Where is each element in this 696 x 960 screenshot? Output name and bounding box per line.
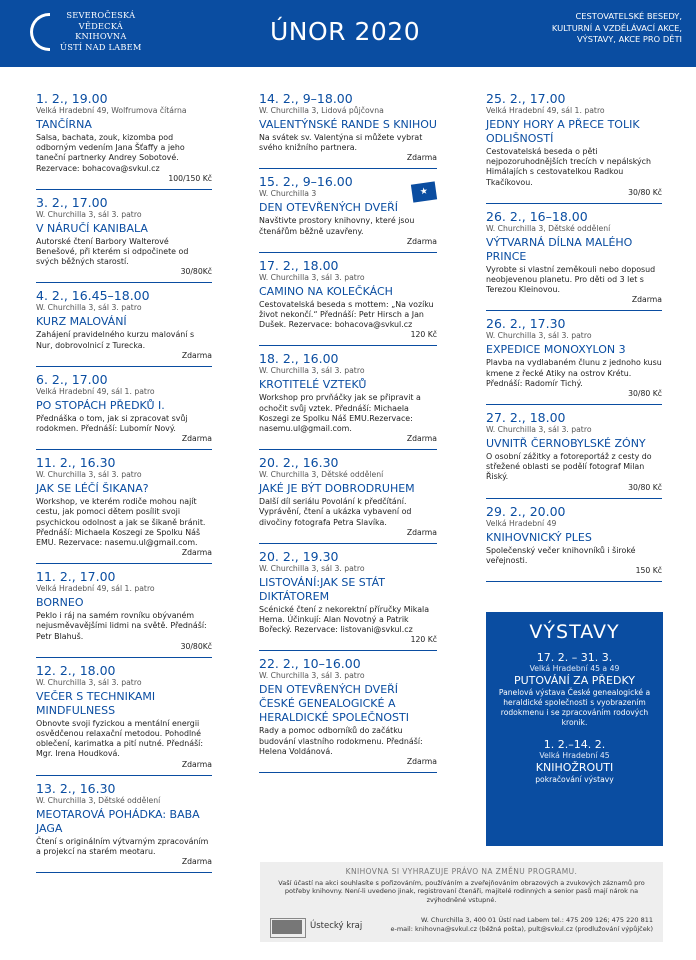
event-date: 22. 2., 10–16.00	[259, 656, 361, 672]
event-date: 20. 2., 19.30	[259, 548, 339, 564]
event-date: 12. 2., 18.00	[36, 662, 116, 678]
event-description: Salsa, bachata, zouk, kizomba pod odborným vedením Jana Šťaffy a jeho taneční partnerky Andrey Sobotové. Rezervace: bohacova@svkul.cz	[36, 133, 185, 173]
logo-line: SEVEROČESKÁ	[66, 10, 136, 20]
event-place: W. Churchilla 3, sál 3. patro	[259, 671, 365, 681]
tagline-line: KULTURNÍ A VZDĚLÁVACÍ AKCE,	[551, 22, 682, 33]
event-description: Na svátek sv. Valentýna si můžete vybrat svého knižního partnera.	[259, 133, 423, 153]
event-date: 18. 2., 16.00	[259, 351, 339, 367]
page-header	[0, 0, 696, 67]
tagline-line: CESTOVATELSKÉ BESEDY,	[575, 11, 682, 21]
event-item	[36, 92, 212, 190]
event-place: W. Churchilla 3, sál 3. patro	[486, 331, 592, 341]
event-price: 150 Kč	[635, 566, 662, 576]
tagline-line: VÝSTAVY, AKCE PRO DĚTI	[576, 34, 682, 44]
event-description: Přednáška o tom, jak si zpracovat svůj rodokmen. Přednáší: Lubomír Nový.	[36, 413, 188, 434]
exhibition-place: Velká Hradební 45 a 49	[529, 664, 620, 673]
event-price: 30/80 Kč	[628, 187, 662, 197]
event-item	[259, 175, 437, 252]
event-item	[486, 210, 662, 312]
events-column-2	[259, 92, 437, 779]
exhibition-date: 17. 2. – 31. 3.	[536, 651, 613, 664]
event-item	[259, 259, 437, 347]
event-price: 100/150 Kč	[168, 173, 212, 183]
logo-line: KNIHOVNA	[75, 31, 127, 41]
event-item	[259, 657, 437, 773]
event-description: Plavba na vydlabaném člunu z jednoho kusu kmene z řecké Atiky na ostrov Krétu. Přednáší: Radomír Tichý.	[486, 358, 662, 388]
event-item	[259, 352, 437, 450]
region-name: Ústecký kraj	[310, 921, 363, 931]
contact-address: W. Churchilla 3, 400 01 Ústí nad Labem tel.: 475 209 126; 475 220 811	[421, 916, 653, 924]
event-item	[36, 570, 212, 658]
event-place: Velká Hradební 49, Wolfrumova čítárna	[36, 106, 187, 115]
event-place: Velká Hradební 49, sál 1. patro	[36, 584, 155, 594]
event-price: Zdarma	[181, 548, 212, 558]
exhibition-title: PUTOVÁNÍ ZA PŘEDKY	[514, 674, 635, 687]
event-item	[36, 782, 212, 873]
event-description: Workshop, ve kterém rodiče mohou najít cestu, jak pomoci dětem posílit svoji psychickou odolnost a jak se šikaně bránit. Přednáší: Michaela Koszegi ze Spolku Náš EMU. Rezervace: nasemu.ul@gmail.com.	[36, 497, 206, 548]
event-place: W. Churchilla 3, sál 3. patro	[36, 677, 142, 687]
event-title: KROTITELÉ VZTEKŮ	[259, 378, 367, 392]
event-date: 14. 2., 9–18.00	[259, 91, 353, 106]
event-item	[36, 289, 212, 366]
event-item	[259, 550, 437, 652]
event-description: Vyrobte si vlastní zeměkouli nebo doposud neobjevenou planetu. Pro děti od 3 let s Terezou Kleinovou.	[486, 264, 656, 295]
event-title: VALENTÝNSKÉ RANDE S KNIHOU	[259, 118, 437, 131]
event-title: TANČÍRNA	[36, 118, 92, 131]
contact-info	[390, 916, 653, 934]
event-place: W. Churchilla 3, sál 3. patro	[259, 563, 365, 573]
region-logo-mark-icon	[272, 920, 302, 934]
event-description: Cestovatelská beseda o pěti nejpozoruhodnějších trecích v nepálských Himálajích s cestovatelkou Radkou Tkačíkovou.	[486, 147, 652, 187]
event-date: 25. 2., 17.00	[486, 91, 566, 106]
event-description: O osobní zážitky a fotoreportáž z cesty do střežené oblasti se podělí fotograf Milan Řiský.	[486, 452, 652, 482]
exhibition-item	[486, 651, 663, 728]
event-title: DEN OTEVŘENÝCH DVEŘÍ	[259, 201, 399, 215]
event-price: Zdarma	[181, 350, 212, 360]
exhibition-place: Velká Hradební 45	[539, 751, 610, 760]
library-logo-icon	[30, 13, 50, 51]
event-price: 30/80Kč	[180, 267, 212, 277]
event-date: 11. 2., 17.00	[36, 569, 116, 585]
event-price: Zdarma	[406, 434, 437, 444]
page-title: ÚNOR 2020	[270, 17, 421, 46]
exhibitions-heading: VÝSTAVY	[529, 621, 620, 643]
event-place: Velká Hradební 49	[486, 518, 557, 528]
event-title: PO STOPÁCH PŘEDKŮ I.	[36, 398, 165, 412]
event-price: Zdarma	[406, 153, 437, 163]
event-title: V NÁRUČÍ KANIBALA	[36, 221, 148, 235]
event-title: KNIHOVNICKÝ PLES	[486, 530, 592, 544]
event-place: W. Churchilla 3, Dětské oddělení	[486, 223, 611, 233]
exhibition-title: KNIHOŽROUTI	[535, 761, 614, 774]
event-title: JAKÉ JE BÝT DOBRODRUHEM	[259, 482, 415, 496]
event-price: Zdarma	[406, 236, 437, 246]
event-date: 27. 2., 18.00	[486, 410, 566, 426]
event-description: Scénické čtení z nekorektní příručky Mikala Hema. Účinkují: Alan Novotný a Patrik Bořecký. Rezervace: listovani@svkul.cz	[259, 604, 430, 635]
event-description: Čtení s originálním výtvarným zpracováním a projekcí na starém meotaru.	[36, 836, 209, 856]
event-description: Cestovatelská beseda s mottem: „Na vozíku život nekončí.“ Přednáší: Petr Hirsch a Jan Dušek. Rezervace: bohacova@svkul.cz	[259, 299, 434, 330]
exhibitions-panel	[486, 612, 663, 846]
event-item	[36, 196, 212, 284]
event-price: 30/80Kč	[180, 641, 212, 651]
header-tagline	[552, 11, 682, 46]
event-item	[486, 317, 662, 405]
event-description: Navštivte prostory knihovny, které jsou čtenářům běžně uzavřeny.	[259, 216, 415, 236]
event-description: Autorské čtení Barbory Walterové Benešové, při kterém si odpočinete od svých běžných starostí.	[36, 236, 189, 267]
event-date: 3. 2., 17.00	[36, 194, 108, 210]
event-title: KURZ MALOVÁNÍ	[36, 315, 127, 329]
event-description: Společenský večer knihovníků i široké veřejnosti.	[486, 545, 636, 565]
event-place: W. Churchilla 3, sál 3. patro	[36, 303, 142, 313]
contact-email: e-mail: knihovna@svkul.cz (běžná pošta), pult@svkul.cz (prodlužování výpůjček)	[390, 925, 653, 933]
event-place: W. Churchilla 3, Dětské oddělení	[36, 795, 161, 805]
event-price: Zdarma	[181, 857, 212, 867]
event-title: CAMINO NA KOLEČKÁCH	[259, 284, 393, 298]
event-title: DEN OTEVŘENÝCH DVEŘÍ ČESKÉ GENEALOGICKÉ A HERALDICKÉ SPOLEČNOSTI	[259, 683, 409, 725]
event-date: 4. 2., 16.45–18.00	[36, 288, 150, 304]
event-title: LISTOVÁNÍ:JAK SE STÁT DIKTÁTOREM	[259, 575, 386, 603]
events-column-3	[486, 92, 662, 588]
event-price: Zdarma	[406, 527, 437, 537]
event-description: Workshop pro prvňáčky jak se připravit a ochočit svůj vztek. Přednáší: Michaela Koszegi ze Spolku Náš EMU.Rezervace: nasemu.ul@gmail.com.	[259, 393, 421, 434]
event-title: BORNEO	[36, 596, 84, 610]
consent-notice: Vaší účastí na akci souhlasíte s pořizováním, používáním a zveřejňováním obrazových a zvukových záznamů pro potřeby knihovny. Není-li uvedeno jinak, registrovaní čtenáři, majitelé rodinných a senior pasů mají nárok na zvýhodněné vstupné.	[278, 879, 645, 904]
event-place: W. Churchilla 3, sál 3. patro	[36, 209, 142, 219]
event-title: UVNITŘ ČERNOBYLSKÉ ZÓNY	[486, 437, 646, 451]
event-price: 30/80 Kč	[628, 482, 662, 492]
event-price: Zdarma	[631, 295, 662, 305]
event-item	[36, 373, 212, 450]
event-description: Obnovte svoji fyzickou a mentální energii osvědčenou relaxační metodou. Pohodlné oblečení, karimatka a pití nutné. Přednáší: Mgr. Irena Houdková.	[36, 718, 204, 759]
event-place: W. Churchilla 3, sál 3. patro	[259, 272, 365, 282]
event-date: 15. 2., 9–16.00	[259, 174, 353, 190]
event-item	[36, 664, 212, 776]
event-price: 30/80 Kč	[628, 389, 662, 399]
events-column-1	[36, 92, 212, 879]
event-date: 1. 2., 19.00	[36, 91, 108, 106]
logo-line: ÚSTÍ NAD LABEM	[60, 41, 142, 52]
event-price: 120 Kč	[410, 635, 437, 645]
event-place: W. Churchilla 3, Dětské oddělení	[259, 470, 384, 480]
event-date: 13. 2., 16.30	[36, 780, 116, 796]
library-name	[60, 10, 142, 52]
exhibition-description: Panelová výstava České genealogické a heraldické společnosti s vyobrazením rodokmenu i se zpracováním rodových kronik.	[498, 688, 651, 727]
event-place: W. Churchilla 3	[259, 189, 317, 199]
event-description: Peklo i ráj na samém rovníku obývaném nejusměvavějšími lidmi na světě. Přednáší: Petr Blahuš.	[36, 611, 207, 641]
event-place: W. Churchilla 3, sál 3. patro	[259, 366, 365, 376]
event-date: 11. 2., 16.30	[36, 455, 116, 471]
exhibition-date: 1. 2.–14. 2.	[543, 738, 606, 751]
event-item	[36, 456, 212, 564]
event-place: W. Churchilla 3, sál 3. patro	[486, 425, 592, 435]
event-title: JEDNY HORY A PŘECE TOLIK ODLIŠNOSTÍ	[486, 118, 640, 145]
event-item	[486, 505, 662, 582]
event-title: MEOTAROVÁ POHÁDKA: BABA JAGA	[36, 807, 200, 835]
exhibition-item	[486, 738, 663, 785]
page-footer	[260, 862, 663, 942]
event-item	[259, 456, 437, 544]
open-door-flag-icon: ★	[411, 182, 437, 203]
event-title: EXPEDICE MONOXYLON 3	[486, 343, 626, 357]
event-date: 20. 2., 16.30	[259, 455, 339, 471]
event-place: W. Churchilla 3, sál 3. patro	[36, 470, 142, 480]
logo-line: VĚDECKÁ	[78, 20, 123, 31]
event-item	[486, 411, 662, 499]
event-price: Zdarma	[181, 434, 212, 444]
event-title: VEČER S TECHNIKAMI MINDFULNESS	[36, 689, 156, 717]
event-item	[486, 92, 662, 204]
event-title: VÝTVARNÁ DÍLNA MALÉHO PRINCE	[486, 235, 633, 263]
event-place: Velká Hradební 49, sál 1. patro	[486, 106, 605, 115]
event-date: 6. 2., 17.00	[36, 371, 108, 387]
event-place: Velká Hradební 49, sál 1. patro	[36, 386, 155, 396]
event-description: Rady a pomoc odborníků do začátku budování vlastního rodokmenu. Přednáší: Helena Voldánová.	[259, 726, 423, 756]
event-title: JAK SE LÉČÍ ŠIKANA?	[36, 482, 149, 496]
event-description: Další díl seriálu Povolání k předčítání. Vyprávění, čtení a ukázka vybavení od divočiny fotografa Petra Slavíka.	[259, 497, 412, 527]
program-change-notice: KNIHOVNA SI VYHRAZUJE PRÁVO NA ZMĚNU PROGRAMU.	[345, 867, 578, 876]
event-date: 29. 2., 20.00	[486, 503, 566, 519]
event-date: 17. 2., 18.00	[259, 257, 339, 273]
event-price: 120 Kč	[410, 330, 437, 340]
event-place: W. Churchilla 3, Lidová půjčovna	[259, 106, 384, 115]
event-date: 26. 2., 16–18.00	[486, 208, 588, 224]
exhibition-description: pokračování výstavy	[535, 775, 614, 784]
event-price: Zdarma	[406, 757, 437, 767]
event-description: Zahájení pravidelného kurzu malování s Nur, dobrovolnicí z Turecka.	[36, 330, 195, 350]
event-price: Zdarma	[181, 759, 212, 769]
event-date: 26. 2., 17.30	[486, 316, 566, 332]
event-item	[259, 92, 437, 169]
